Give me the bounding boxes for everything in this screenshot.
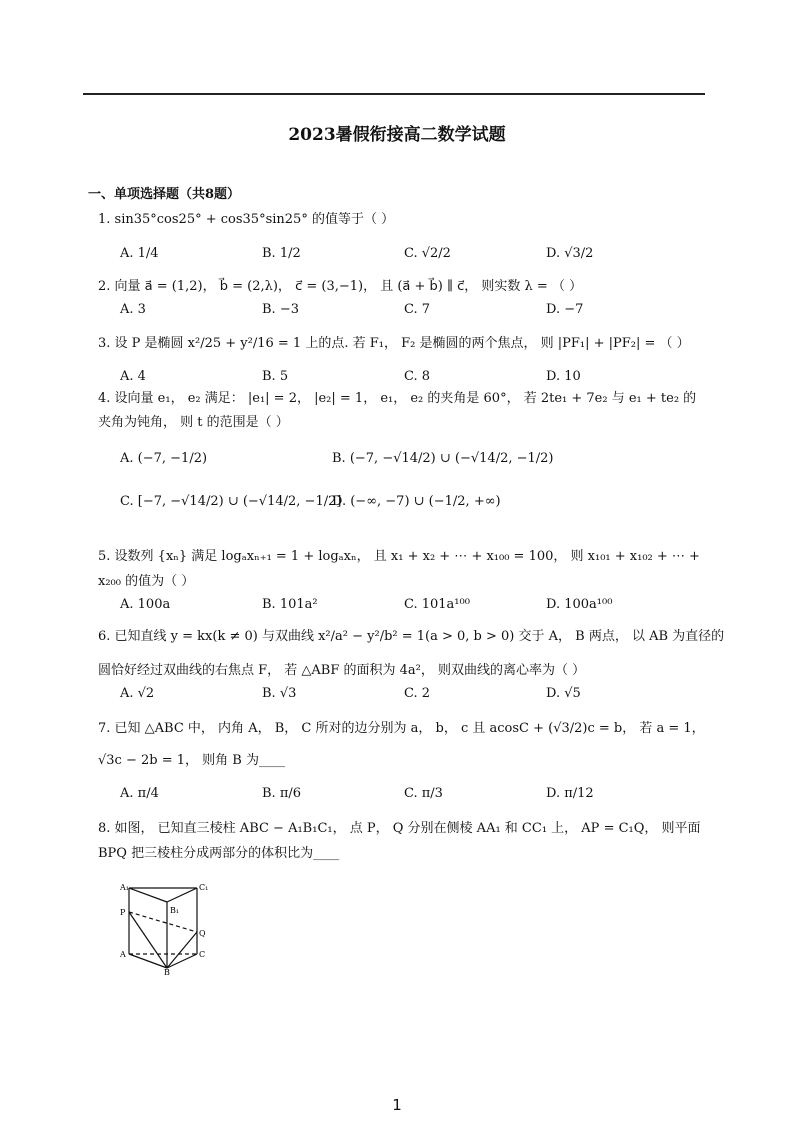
label-a: A bbox=[120, 950, 126, 959]
q4-option-d: D. (−∞, −7) ∪ (−1/2, +∞) bbox=[332, 494, 501, 509]
q2-option-a: A. 3 bbox=[120, 302, 146, 317]
q7-option-a: A. π/4 bbox=[120, 786, 159, 801]
q1-option-c: C. √2/2 bbox=[404, 246, 451, 261]
q6-option-a: A. √2 bbox=[120, 686, 155, 701]
q6-option-d: D. √5 bbox=[546, 686, 581, 701]
label-c1: C₁ bbox=[199, 883, 209, 892]
q1-option-d: D. √3/2 bbox=[546, 246, 594, 261]
question-8-line2: BPQ 把三棱柱分成两部分的体积比为____ bbox=[98, 846, 340, 861]
question-8: 8. 如图， 已知直三棱柱 ABC − A₁B₁C₁， 点 P， Q 分别在侧棱 AA₁ 和 CC₁ 上， AP = C₁Q， 则平面 bbox=[98, 821, 701, 836]
q1-option-a: A. 1/4 bbox=[120, 246, 159, 261]
q5-option-a: A. 100a bbox=[120, 597, 171, 612]
q2-option-c: C. 7 bbox=[404, 302, 431, 317]
q7-option-c: C. π/3 bbox=[404, 786, 443, 801]
label-b: B bbox=[164, 968, 170, 976]
question-4: 4. 设向量 e₁， e₂ 满足： |e₁| = 2， |e₂| = 1， e₁， e₂ 的夹角是 60°， 若 2te₁ + 7e₂ 与 e₁ + te₂ 的 bbox=[98, 391, 697, 406]
q2-option-b: B. −3 bbox=[262, 302, 299, 317]
section-heading: 一、单项选择题（共8题） bbox=[88, 187, 241, 202]
q6-option-b: B. √3 bbox=[262, 686, 297, 701]
q3-option-d: D. 10 bbox=[546, 369, 581, 384]
label-p: P bbox=[120, 908, 126, 917]
header-rule bbox=[83, 93, 705, 95]
q2-option-d: D. −7 bbox=[546, 302, 584, 317]
q3-option-c: C. 8 bbox=[404, 369, 431, 384]
prism-figure bbox=[115, 880, 215, 976]
label-c: C bbox=[199, 950, 206, 959]
page-number: 1 bbox=[392, 1096, 402, 1114]
question-1: 1. sin35°cos25° + cos35°sin25° 的值等于（ ） bbox=[98, 212, 395, 227]
q7-option-d: D. π/12 bbox=[546, 786, 594, 801]
q5-option-c: C. 101a¹⁰⁰ bbox=[404, 597, 470, 612]
q4-option-b: B. (−7, −√14/2) ∪ (−√14/2, −1/2) bbox=[332, 451, 554, 466]
question-6: 6. 已知直线 y = kx(k ≠ 0) 与双曲线 x²/a² − y²/b² = 1(a > 0, b > 0) 交于 A， B 两点， 以 AB 为直径的 bbox=[98, 629, 725, 644]
question-6-line2: 圆恰好经过双曲线的右焦点 F， 若 △ABF 的面积为 4a²， 则双曲线的离心率为（ ） bbox=[98, 663, 586, 678]
q3-option-a: A. 4 bbox=[120, 369, 146, 384]
question-5: 5. 设数列 {xₙ} 满足 logₐxₙ₊₁ = 1 + logₐxₙ， 且 x₁ + x₂ + ⋯ + x₁₀₀ = 100， 则 x₁₀₁ + x₁₀₂ + ⋯ + bbox=[98, 549, 700, 564]
question-5-line2: x₂₀₀ 的值为（ ） bbox=[98, 574, 195, 589]
label-a1: A₁ bbox=[120, 883, 129, 892]
q5-option-b: B. 101a² bbox=[262, 597, 318, 612]
q6-option-c: C. 2 bbox=[404, 686, 431, 701]
q4-option-a: A. (−7, −1/2) bbox=[120, 451, 208, 466]
question-7-line2: √3c − 2b = 1， 则角 B 为____ bbox=[98, 753, 285, 768]
q1-option-b: B. 1/2 bbox=[262, 246, 301, 261]
q7-option-b: B. π/6 bbox=[262, 786, 302, 801]
question-7: 7. 已知 △ABC 中， 内角 A， B， C 所对的边分别为 a， b， c 且 acosC + (√3/2)c = b， 若 a = 1， bbox=[98, 721, 705, 736]
q4-option-c: C. [−7, −√14/2) ∪ (−√14/2, −1/2] bbox=[120, 494, 342, 509]
label-q: Q bbox=[199, 929, 206, 938]
q5-option-d: D. 100a¹⁰⁰ bbox=[546, 597, 613, 612]
question-4-line2: 夹角为钝角， 则 t 的范围是（ ） bbox=[98, 415, 289, 430]
label-b1: B₁ bbox=[170, 906, 180, 915]
question-2: 2. 向量 a⃗ = (1,2)， b⃗ = (2,λ)， c⃗ = (3,−1)， 且 (a⃗ + b⃗) ∥ c⃗， 则实数 λ = （ ） bbox=[98, 279, 583, 294]
question-3: 3. 设 P 是椭圆 x²/25 + y²/16 = 1 上的点. 若 F₁， F₂ 是椭圆的两个焦点， 则 |PF₁| + |PF₂| = （ ） bbox=[98, 336, 690, 351]
page-title: 2023暑假衔接高二数学试题 bbox=[288, 125, 506, 145]
q3-option-b: B. 5 bbox=[262, 369, 289, 384]
